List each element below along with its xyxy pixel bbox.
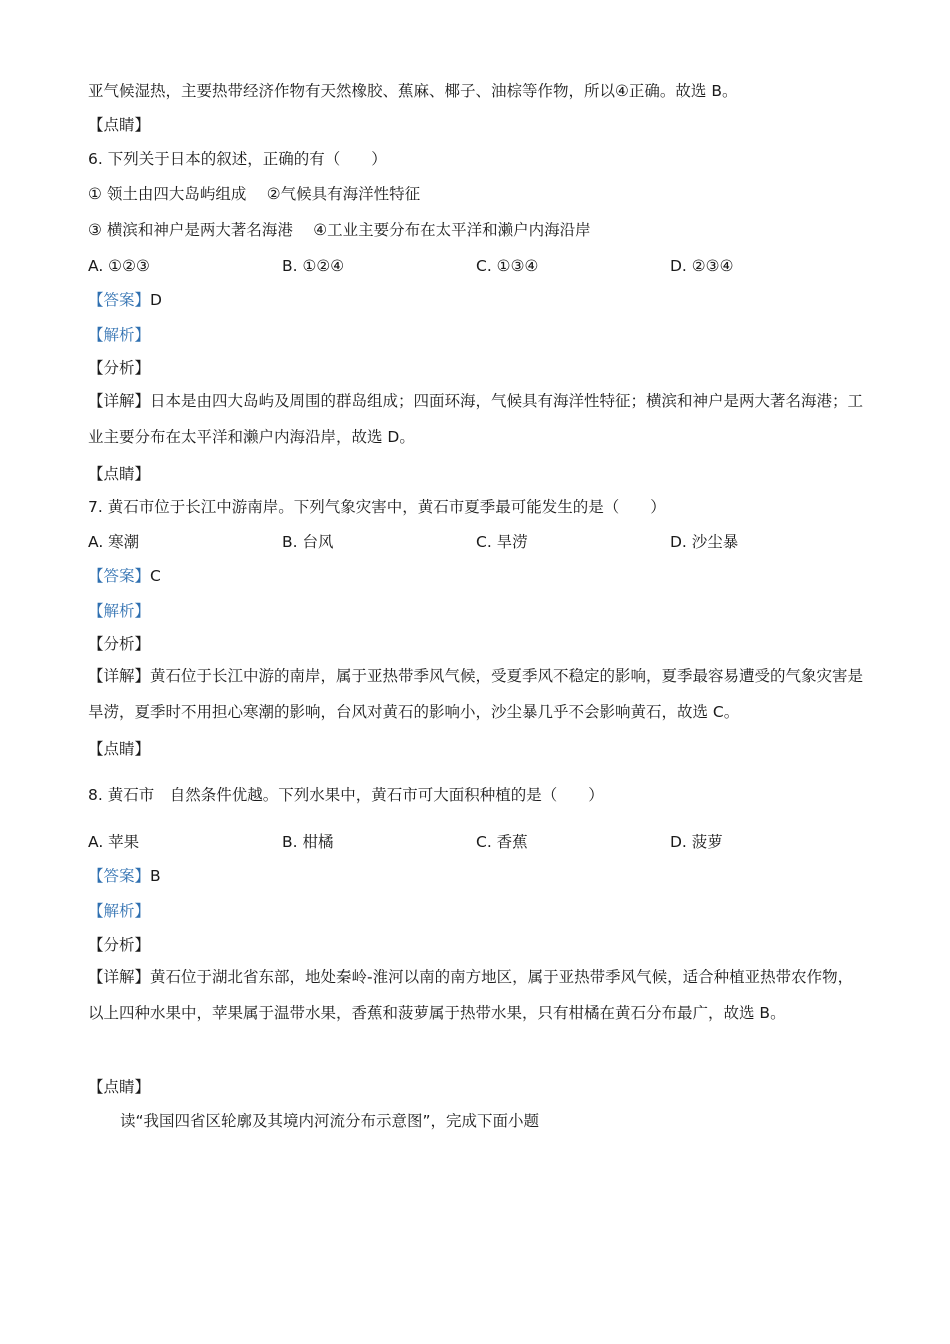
question-7-option-c: C. 旱涝	[476, 533, 528, 551]
question-6-option-d: D. ②③④	[670, 257, 734, 275]
answer-value: B	[150, 867, 161, 885]
question-8-option-b: B. 柑橘	[282, 833, 334, 851]
question-7-dianjing-label: 【点睛】	[88, 740, 151, 758]
question-8-option-c: C. 香蕉	[476, 833, 528, 851]
question-7-option-a: A. 寒潮	[88, 533, 140, 551]
question-6-statement-2: ③ 横滨和神户是两大著名海港 ④工业主要分布在太平洋和濑户内海沿岸	[88, 221, 591, 239]
question-7-stem: 7. 黄石市位于长江中游南岸。下列气象灾害中，黄石市夏季最可能发生的是（ ）	[88, 498, 666, 516]
question-8-stem: 8. 黄石市 自然条件优越。下列水果中，黄石市可大面积种植的是（ ）	[88, 786, 604, 804]
dianjing-label: 【点睛】	[88, 116, 151, 134]
question-8-analysis-label: 【分析】	[88, 936, 151, 954]
answer-value: D	[150, 291, 162, 309]
question-6-statement-1: ① 领土由四大岛屿组成 ②气候具有海洋性特征	[88, 185, 421, 203]
reading-instruction: 读“我国四省区轮廓及其境内河流分布示意图”，完成下面小题	[120, 1112, 540, 1130]
question-7-analysis-label: 【分析】	[88, 635, 151, 653]
question-7-answer	[88, 565, 866, 587]
question-7-option-d: D. 沙尘暴	[670, 533, 739, 551]
question-8-dianjing-label: 【点睛】	[88, 1078, 151, 1096]
question-6-analysis-label: 【分析】	[88, 359, 151, 377]
question-6-option-a: A. ①②③	[88, 257, 150, 275]
question-7-jiexi-label: 【解析】	[88, 602, 151, 620]
question-6-jiexi-label: 【解析】	[88, 326, 151, 344]
previous-explanation-end: 亚气候湿热，主要热带经济作物有天然橡胶、蕉麻、椰子、油棕等作物，所以④正确。故选 B。	[88, 82, 738, 100]
question-8-answer	[88, 865, 866, 887]
question-7-detail: 【详解】黄石位于长江中游的南岸，属于亚热带季风气候，受夏季风不稳定的影响，夏季最容易遭受的气象灾害是旱涝，夏季时不用担心寒潮的影响，台风对黄石的影响小，沙尘暴几乎不会影响黄石，故选 C。	[88, 667, 864, 721]
question-6-dianjing-label: 【点睛】	[88, 465, 151, 483]
question-8-detail: 【详解】黄石位于湖北省东部，地处秦岭-淮河以南的南方地区，属于亚热带季风气候，适合种植亚热带农作物，以上四种水果中，苹果属于温带水果，香蕉和菠萝属于热带水果，只有柑橘在黄石分布最广，故选 B。	[88, 968, 854, 1022]
question-6-option-c: C. ①③④	[476, 257, 539, 275]
question-6-detail: 【详解】日本是由四大岛屿及周围的群岛组成；四面环海，气候具有海洋性特征；横滨和神户是两大著名海港；工业主要分布在太平洋和濑户内海沿岸，故选 D。	[88, 392, 864, 446]
question-8-jiexi-label: 【解析】	[88, 902, 151, 920]
answer-tag: 【答案】	[88, 567, 151, 585]
answer-tag: 【答案】	[88, 867, 151, 885]
question-8-option-a: A. 苹果	[88, 833, 140, 851]
question-8-option-d: D. 菠萝	[670, 833, 723, 851]
question-6-option-b: B. ①②④	[282, 257, 345, 275]
question-6-stem: 6. 下列关于日本的叙述，正确的有（ ）	[88, 150, 387, 168]
question-6-answer	[88, 289, 866, 311]
answer-value: C	[150, 567, 161, 585]
answer-tag: 【答案】	[88, 291, 151, 309]
question-7-option-b: B. 台风	[282, 533, 334, 551]
